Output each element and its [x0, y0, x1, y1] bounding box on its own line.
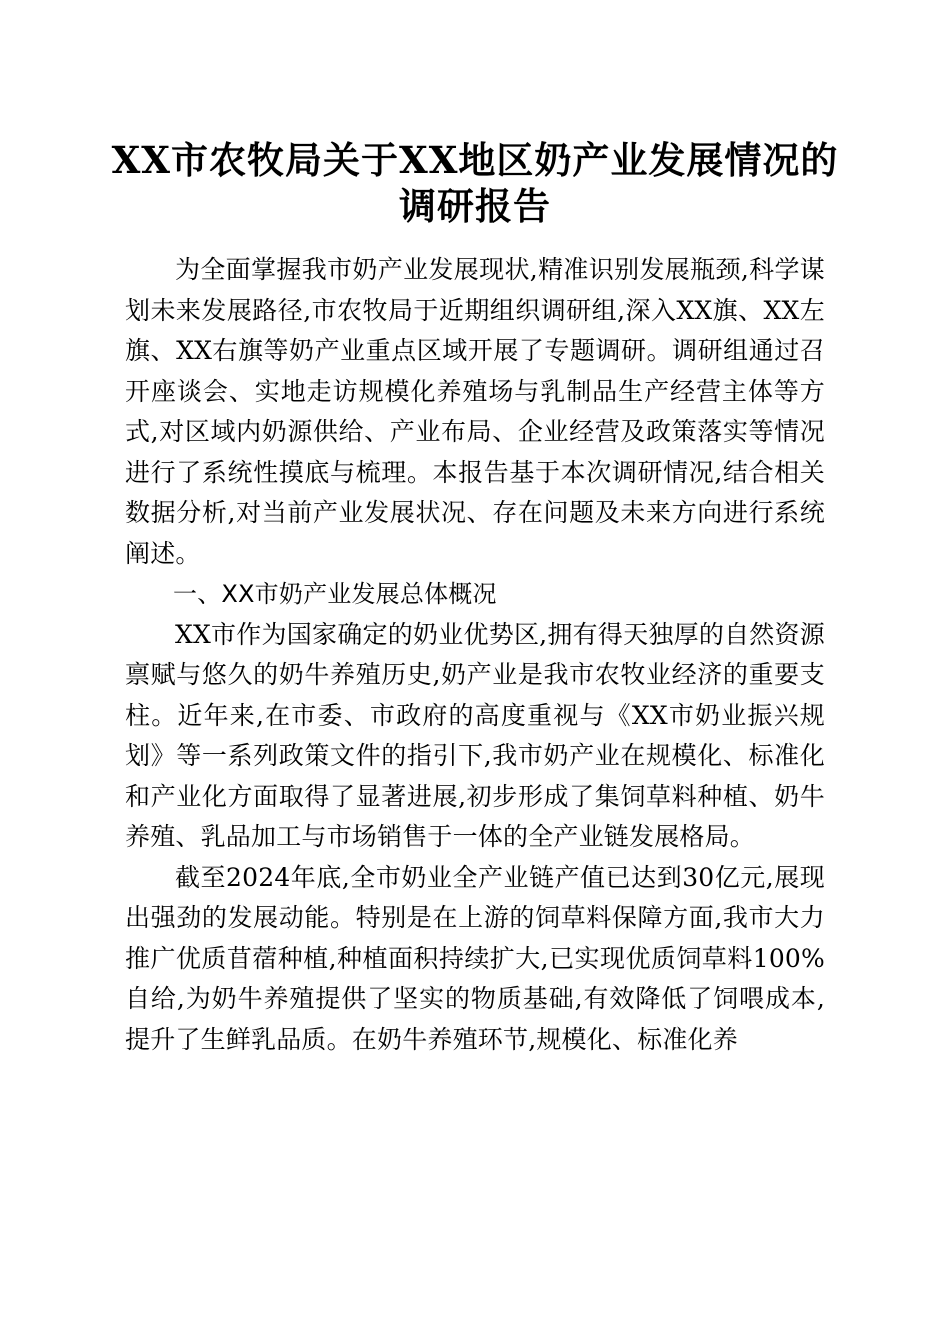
section-1-paragraph-1: XX市作为国家确定的奶业优势区,拥有得天独厚的自然资源禀赋与悠久的奶牛养殖历史,奶产业是我市农牧业经济的重要支柱。近年来,在市委、市政府的高度重视与《XX市奶业振兴规划》等一系列政策文件的指引下,我市奶产业在规模化、标准化和产业化方面取得了显著进展,初步形成了集饲草料种植、奶牛养殖、乳品加工与市场销售于一体的全产业链发展格局。: [125, 619, 825, 851]
document-title-line-1: XX市农牧局关于XX地区奶产业发展情况的: [111, 138, 839, 182]
document-body: [125, 250, 825, 1060]
section-1-paragraph-2: 截至2024年底,全市奶业全产业链产值已达到30亿元,展现出强劲的发展动能。特别是在上游的饲草料保障方面,我市大力推广优质苜蓿种植,种植面积持续扩大,已实现优质饲草料100%自给,为奶牛养殖提供了坚实的物质基础,有效降低了饲喂成本,提升了生鲜乳品质。在奶牛养殖环节,规模化、标准化养: [125, 862, 825, 1054]
intro-paragraph: 为全面掌握我市奶产业发展现状,精准识别发展瓶颈,科学谋划未来发展路径,市农牧局于近期组织调研组,深入XX旗、XX左旗、XX右旗等奶产业重点区域开展了专题调研。调研组通过召开座谈会、实地走访规模化养殖场与乳制品生产经营主体等方式,对区域内奶源供给、产业布局、企业经营及政策落实等情况进行了系统性摸底与梳理。本报告基于本次调研情况,结合相关数据分析,对当前产业发展状况、存在问题及未来方向进行系统阐述。: [125, 255, 825, 568]
section-heading-1: 一、XX市奶产业发展总体概况: [173, 580, 497, 608]
document-title-line-2: 调研报告: [399, 184, 551, 228]
